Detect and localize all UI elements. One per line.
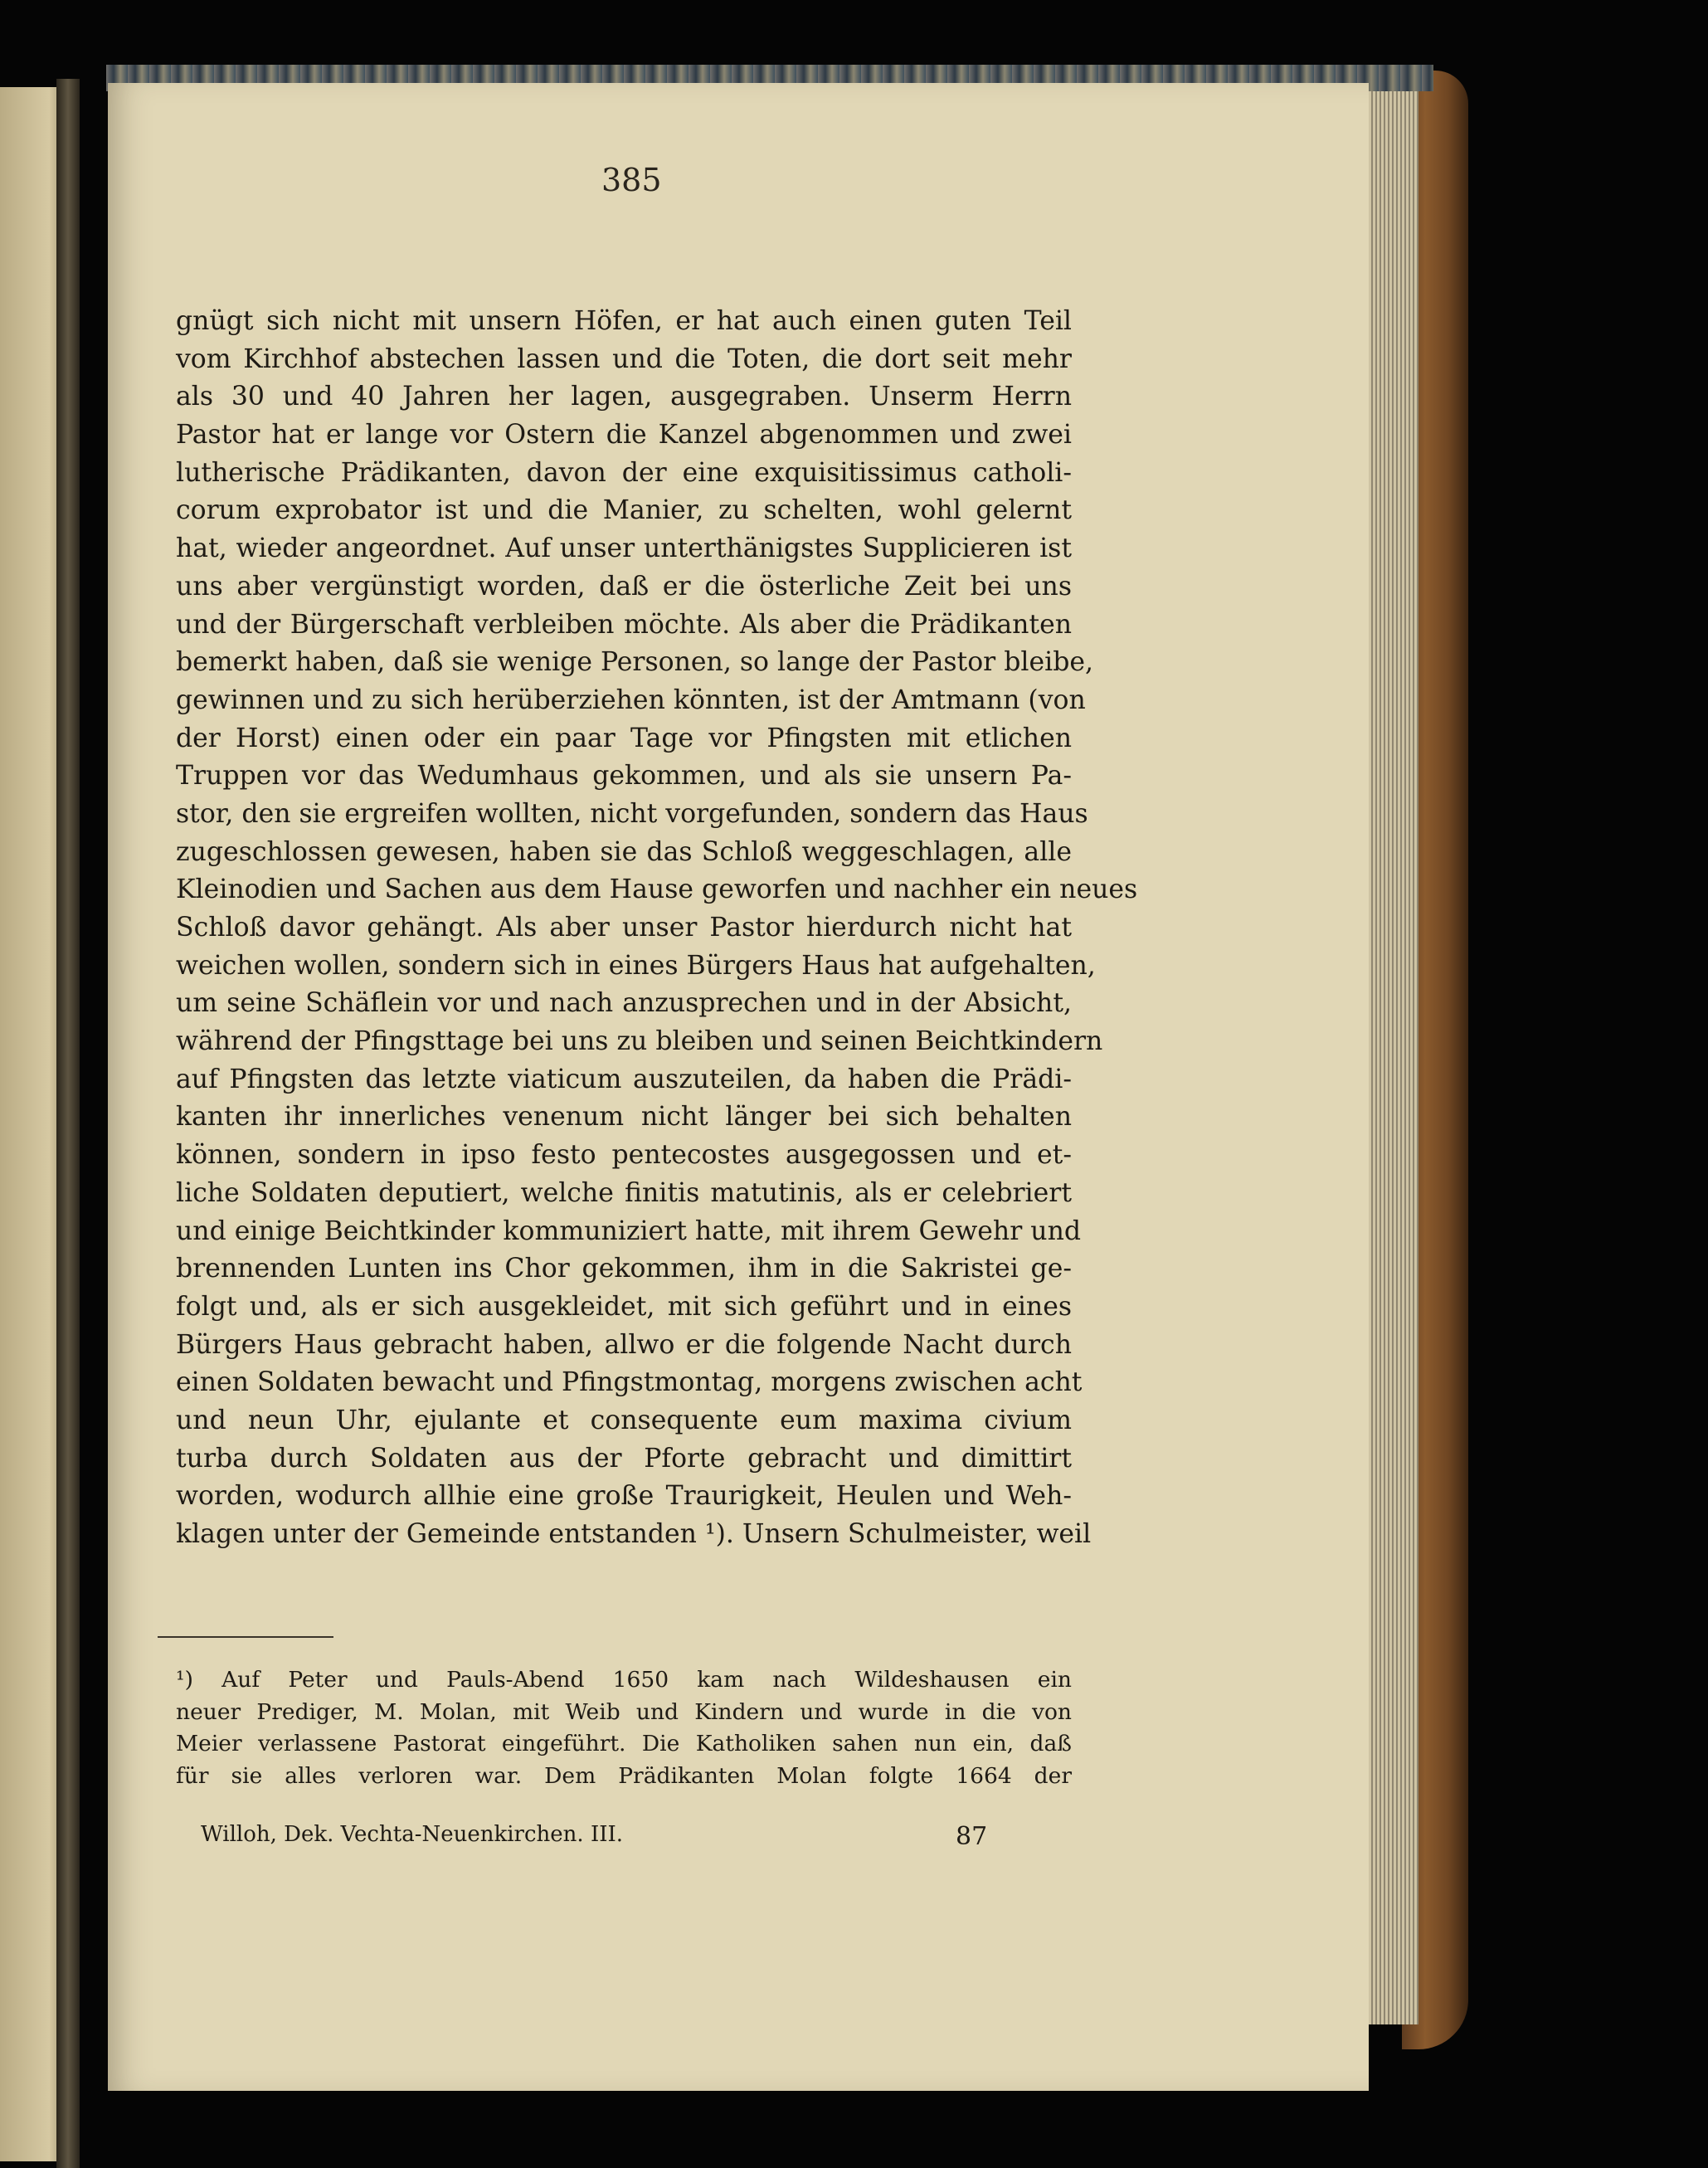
sheet-number: 87 xyxy=(956,1822,988,1851)
book-spine xyxy=(56,79,80,2168)
text-line: folgt und, als er sich ausgekleidet, mit sich geführt und in eines xyxy=(176,1291,1072,1322)
text-line: einen Soldaten bewacht und Pfingstmontag, morgens zwischen acht xyxy=(176,1367,1083,1398)
printer-signature: Willoh, Dek. Vechta-Neuenkirchen. III. xyxy=(201,1822,624,1847)
text-line: zugeschlossen gewesen, haben sie das Schloß weggeschlagen, alle xyxy=(176,836,1072,867)
footnote-rule xyxy=(158,1636,333,1638)
text-line: der Horst) einen oder ein paar Tage vor Pfingsten mit etlichen xyxy=(176,723,1072,753)
text-line: corum exprobator ist und die Manier, zu schelten, wohl gelernt xyxy=(176,495,1072,526)
text-line: Pastor hat er lange vor Ostern die Kanzel abgenommen und zwei xyxy=(176,420,1072,451)
footnote-line: Meier verlassene Pastorat eingeführt. Die Katholiken sahen nun ein, daß xyxy=(176,1731,1072,1756)
text-line: und neun Uhr, ejulante et consequente eum maxima civium xyxy=(176,1405,1072,1435)
text-line: als 30 und 40 Jahren her lagen, ausgegraben. Unserm Herrn xyxy=(176,382,1072,412)
footnote-line: für sie alles verloren war. Dem Prädikanten Molan folgte 1664 der xyxy=(176,1762,1072,1789)
text-line: stor, den sie ergreifen wollten, nicht vorgefunden, sondern das Haus xyxy=(176,798,1088,829)
text-line: worden, wodurch allhie eine große Traurigkeit, Heulen und Weh- xyxy=(176,1481,1072,1512)
text-line: brennenden Lunten ins Chor gekommen, ihm in die Sakristei ge- xyxy=(176,1254,1072,1284)
text-line: liche Soldaten deputiert, welche finitis matutinis, als er celebriert xyxy=(176,1177,1072,1208)
text-line: turba durch Soldaten aus der Pforte gebracht und dimittirt xyxy=(176,1443,1072,1474)
text-line: auf Pfingsten das letzte viaticum auszuteilen, da haben die Prädi- xyxy=(176,1064,1072,1094)
footnote-line: neuer Prediger, M. Molan, mit Weib und Kindern und wurde in die von xyxy=(176,1698,1072,1725)
page-number: 385 xyxy=(601,162,662,198)
text-line: gewinnen und zu sich herüberziehen könnten, ist der Amtmann (von xyxy=(176,685,1086,715)
text-line: klagen unter der Gemeinde entstanden ¹). Unsern Schulmeister, weil xyxy=(176,1519,1092,1549)
text-line: während der Pfingsttage bei uns zu bleiben und seinen Beichtkindern xyxy=(176,1026,1103,1057)
text-line: vom Kirchhof abstechen lassen und die Toten, die dort seit mehr xyxy=(176,343,1072,374)
text-line: Truppen vor das Wedumhaus gekommen, und als sie unsern Pa- xyxy=(176,761,1072,792)
text-line: können, sondern in ipso festo pentecostes ausgegossen und et- xyxy=(176,1140,1072,1171)
text-line: bemerkt haben, daß sie wenige Personen, so lange der Pastor bleibe, xyxy=(176,647,1094,678)
text-line: Bürgers Haus gebracht haben, allwo er die folgende Nacht durch xyxy=(176,1329,1072,1360)
text-line: weichen wollen, sondern sich in eines Bürgers Haus hat aufgehalten, xyxy=(176,950,1096,981)
footnote xyxy=(176,1664,1072,1792)
text-line: gnügt sich nicht mit unsern Höfen, er hat auch einen guten Teil xyxy=(176,306,1072,336)
text-line: kanten ihr innerliches venenum nicht länger bei sich behalten xyxy=(176,1102,1072,1133)
text-line: und der Bürgerschaft verbleiben möchte. Als aber die Prädikanten xyxy=(176,609,1072,640)
text-line: uns aber vergünstigt worden, daß er die österliche Zeit bei uns xyxy=(176,571,1072,602)
text-line: Schloß davor gehängt. Als aber unser Pastor hierdurch nicht hat xyxy=(176,913,1072,943)
text-line: und einige Beichtkinder kommuniziert hatte, mit ihrem Gewehr und xyxy=(176,1216,1082,1246)
footnote-line: ¹) Auf Peter und Pauls-Abend 1650 kam nach Wildeshausen ein xyxy=(176,1667,1072,1693)
body-text xyxy=(176,303,1138,1554)
text-line: Kleinodien und Sachen aus dem Hause geworfen und nachher ein neues xyxy=(176,875,1138,905)
text-line: hat, wieder angeordnet. Auf unser unterthänigstes Supplicieren ist xyxy=(176,533,1072,564)
text-line: um seine Schäflein vor und nach anzusprechen und in der Absicht, xyxy=(176,988,1072,1019)
text-line: lutherische Prädikanten, davon der eine exquisitissimus catholi- xyxy=(176,457,1072,488)
